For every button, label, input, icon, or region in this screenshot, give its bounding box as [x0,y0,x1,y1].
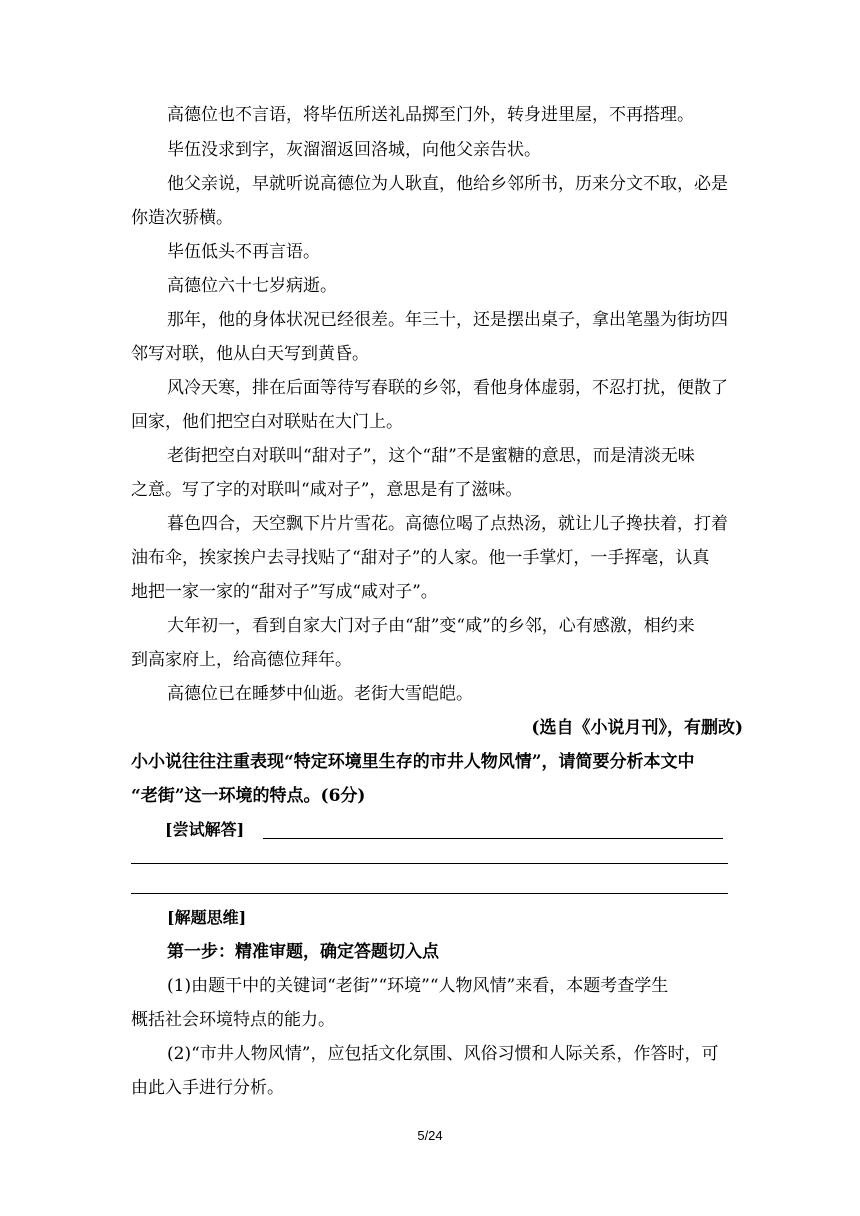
story-paragraph-continuation: 回家，他们把空白对联贴在大门上。 [131,412,403,432]
analysis-item-continuation: 由此入手进行分析。 [131,1078,284,1098]
answer-line[interactable] [131,893,728,894]
story-paragraph: 高德位已在睡梦中仙逝。老街大雪皑皑。 [167,684,473,704]
story-paragraph: 老街把空白对联叫“甜对子”，这个“甜”不是蜜糖的意思，而是清淡无味 [167,446,695,466]
story-paragraph-continuation: 到高家府上，给高德位拜年。 [131,650,352,670]
answer-label: [尝试解答] [165,820,245,839]
story-paragraph: 高德位六十七岁病逝。 [167,276,337,296]
story-paragraph: 毕伍没求到字，灰溜溜返回洛城，向他父亲告状。 [167,140,541,160]
story-paragraph-continuation: 之意。写了字的对联叫“咸对子”，意思是有了滋味。 [131,480,523,500]
analysis-step-heading: 第一步：精准审题，确定答题切入点 [167,942,439,962]
story-paragraph: 那年，他的身体状况已经很差。年三十，还是摆出桌子，拿出笔墨为街坊四 [167,310,728,330]
question-text: 小小说往往注重表现“特定环境里生存的市井人物风情”，请简要分析本文中 [131,752,695,772]
page-number: 5/24 [417,1128,443,1143]
analysis-item: (1)由题干中的关键词“老街”“环境”“人物风情”来看，本题考查学生 [167,976,669,996]
story-paragraph: 他父亲说，早就听说高德位为人耿直，他给乡邻所书，历来分文不取，必是 [167,174,728,194]
analysis-item-continuation: 概括社会环境特点的能力。 [131,1010,335,1030]
analysis-heading: [解题思维] [167,908,247,927]
story-paragraph: 毕伍低头不再言语。 [167,242,320,262]
story-paragraph: 暮色四合，天空飘下片片雪花。高德位喝了点热汤，就让儿子搀扶着，打着 [167,514,728,534]
story-paragraph: 风冷天寒，排在后面等待写春联的乡邻，看他身体虚弱，不忍打扰，便散了 [167,378,728,398]
answer-line[interactable] [263,838,723,839]
story-paragraph: 大年初一，看到自家大门对子由“甜”变“咸”的乡邻，心有感激，相约来 [167,616,695,636]
story-paragraph-continuation: 邻写对联，他从白天写到黄昏。 [131,344,369,364]
story-paragraph-continuation: 你造次骄横。 [131,208,233,228]
story-paragraph-continuation: 油布伞，挨家挨户去寻找贴了“甜对子”的人家。他一手掌灯，一手挥毫，认真 [131,548,710,568]
source-citation: (选自《小说月刊》，有删改) [531,718,743,738]
answer-line[interactable] [131,863,728,864]
story-paragraph: 高德位也不言语，将毕伍所送礼品掷至门外，转身进里屋，不再搭理。 [167,105,694,125]
question-text: “老街”这一环境的特点。(6分) [131,786,366,806]
story-paragraph-continuation: 地把一家一家的“甜对子”写成“咸对子”。 [131,582,438,602]
analysis-item: (2)“市井人物风情”，应包括文化氛围、风俗习惯和人际关系，作答时，可 [167,1044,719,1064]
